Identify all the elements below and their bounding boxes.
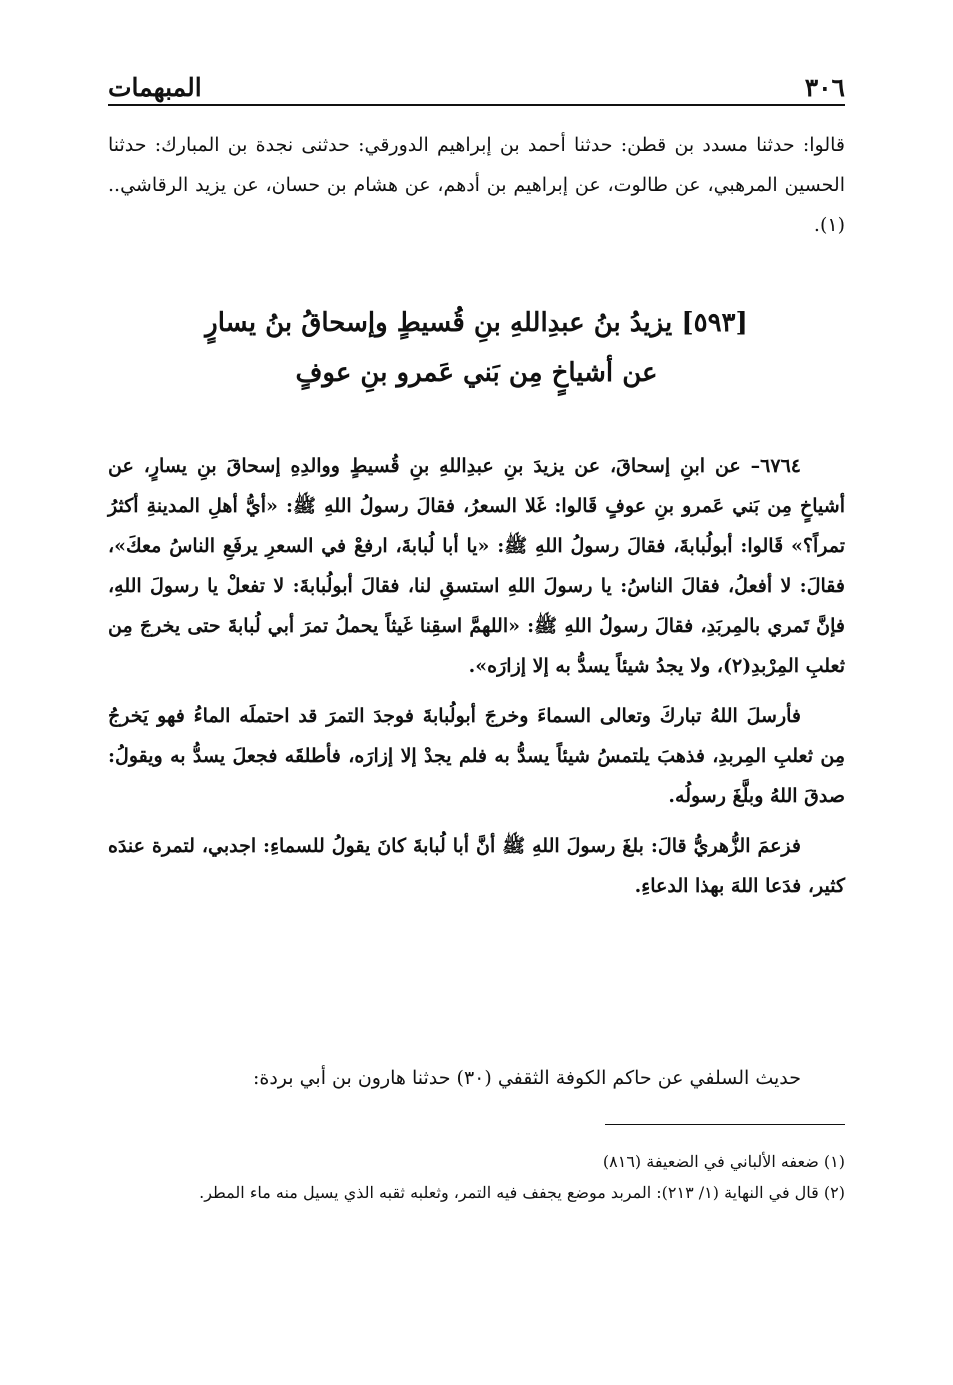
heading-line-1: [٥٩٣] يزيدُ بنُ عبدِاللهِ بنِ قُسيطٍ وإسحاقُ بنُ يسارٍ [205,308,748,338]
section-title: المبهمات [108,73,202,102]
running-header [108,62,845,102]
zuhri-paragraph: فزعمَ الزُّهريُّ قالَ: بلغَ رسولَ اللهِ ﷺ أنَّ أبا لُبابةَ كانَ يقولُ للسماءِ: اجدبي، لتمرة عندَه كثير، فدَعا اللهَ بهذا الدعاءِ. [108,835,845,897]
heading-line-2: عن أشياخٍ مِن بَني عَمرو بنِ عوفٍ [295,358,658,388]
page-number: ٣٠٦ [804,73,845,102]
following-text [108,1058,845,1098]
footnotes [108,1146,845,1208]
header-divider [108,104,845,106]
footnote-divider [605,1124,845,1125]
hadith-body [108,446,845,916]
chapter-heading [108,298,845,398]
footnote-1: (١) ضعفه الألباني في الضعيفة (٨١٦) [602,1152,845,1171]
intro-paragraph: قالوا: حدثنا مسدد بن قطن: حدثنا أحمد بن إبراهيم الدورقي: حدثنى نجدة بن المبارك: حدثنا الحسين المرهبي، عن طالوت، عن إبراهيم بن أدهم، عن هشام بن حسان، عن يزيد الرقاشي.. (١). [108,134,845,236]
intro-text [108,125,845,245]
hadith-paragraph: ٦٧٦٤– عن ابنِ إسحاقَ، عن يزيدَ بنِ عبدِاللهِ بنِ قُسيطٍ ووالدِهِ إسحاقَ بنِ يسارٍ، عن أشياخٍ مِن بَني عَمرو بنِ عوفٍ قَالوا: غَلا السعرُ، فقالَ رسولُ اللهِ ﷺ: «أيُّ أهلِ المدينةِ أكثرُ تمراً؟» قَالوا: أبولُبابةَ، فقالَ رسولُ اللهِ ﷺ: «يا أبا لُبابةَ، ارفعْ في السعرِ يرفَعِ الناسُ معكَ»، فقالَ: لا أفعلُ، فقالَ الناسُ: يا رسولَ اللهِ استسقِ لنا، فقالَ أبولُبابةَ: لا تفعلْ يا رسولَ اللهِ، فإنَّ تَمري بالمِربَدِ، فقالَ رسولُ اللهِ ﷺ: «اللهمَّ اسقِنا غَيثاً يحملُ تمرَ أبي لُبابةَ حتى يخرجَ مِن ثعلبِ المِرْبدِ(٢)، ولا يجدُ شيئاً يسدُّ به إلا إزارَه». [108,455,845,677]
following-paragraph: حديث السلفي عن حاكم الكوفة الثقفي (٣٠) حدثنا هارون بن أبي بردة: [252,1067,801,1089]
narration-paragraph: فأرسلَ اللهُ تباركَ وتعالى السماءَ وخرجَ أبولُبابةَ فوجدَ التمرَ قد احتملَه الماءُ فهو يَخرجُ مِن ثعلبِ المِربدِ، فذهبَ يلتمسُ شيئاً يسدُّ به فلم يجدْ إلا إزارَه، فأطلقَه فجعلَ يسدُّ به ويقولُ: صدقَ اللهُ وبلَّغَ رسولُه. [108,705,845,807]
footnote-2: (٢) قال في النهاية (١/ ٢١٣): المربد موضع يجفف فيه التمر، وثعلبه ثقبه الذي يسيل منه ماء المطر. [199,1183,845,1202]
